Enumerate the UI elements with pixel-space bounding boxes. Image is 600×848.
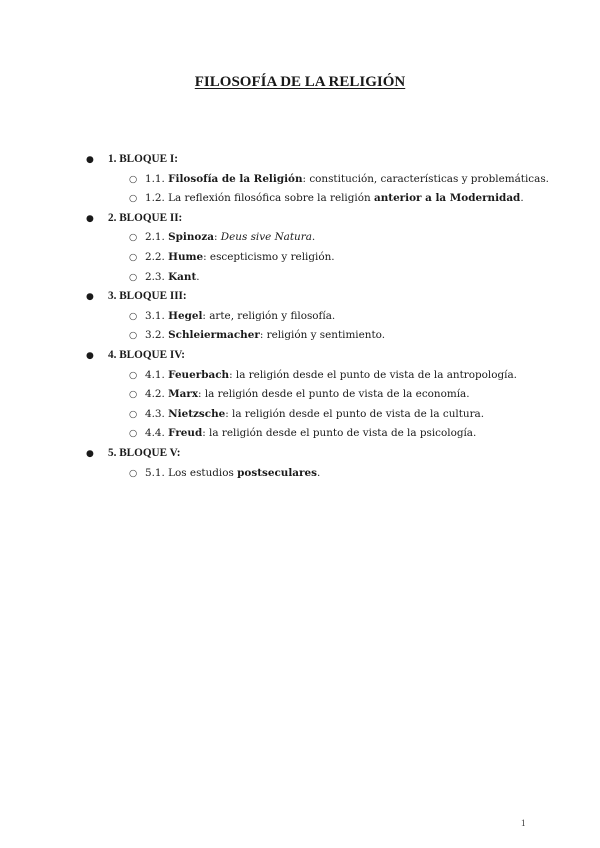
filled-bullet-icon: ●: [86, 155, 94, 165]
hollow-bullet-icon: ○: [129, 389, 138, 401]
hollow-bullet-icon: ○: [129, 173, 138, 185]
hollow-bullet-icon: ○: [129, 369, 138, 381]
block-heading: ● 3. BLOQUE III:: [86, 287, 556, 307]
list-item: ○ 2.3. Kant.: [86, 268, 556, 288]
hollow-bullet-icon: ○: [129, 467, 138, 479]
hollow-bullet-icon: ○: [129, 193, 138, 205]
page-number: 1: [521, 818, 526, 828]
list-item: ○ 1.2. La reflexión filosófica sobre la religión anterior a la Modernidad.: [86, 189, 556, 209]
block-heading: ● 1. BLOQUE I:: [86, 150, 556, 170]
filled-bullet-icon: ●: [86, 292, 94, 303]
list-item: ○ 1.1. Filosofía de la Religión: constitución, características y problemáticas.: [86, 170, 556, 190]
filled-bullet-icon: ●: [86, 448, 94, 459]
hollow-bullet-icon: ○: [129, 251, 138, 263]
hollow-bullet-icon: ○: [129, 271, 138, 283]
hollow-bullet-icon: ○: [129, 232, 138, 244]
filled-bullet-icon: ●: [86, 213, 94, 224]
filled-bullet-icon: ●: [86, 350, 94, 361]
block-heading: ● 4. BLOQUE IV:: [86, 346, 556, 366]
list-item: ○ 4.4. Freud: la religión desde el punto de vista de la psicología.: [86, 424, 556, 444]
hollow-bullet-icon: ○: [129, 330, 138, 342]
hollow-bullet-icon: ○: [129, 310, 138, 322]
hollow-bullet-icon: ○: [129, 408, 138, 420]
list-item: ○ 3.1. Hegel: arte, religión y filosofía.: [86, 307, 556, 327]
outline-list: [86, 150, 556, 483]
hollow-bullet-icon: ○: [129, 428, 138, 440]
list-item: ○ 4.2. Marx: la religión desde el punto de vista de la economía.: [86, 385, 556, 405]
list-item: ○ 4.1. Feuerbach: la religión desde el punto de vista de la antropología.: [86, 366, 556, 386]
list-item: ○ 3.2. Schleiermacher: religión y sentimiento.: [86, 326, 556, 346]
list-item: ○ 4.3. Nietzsche: la religión desde el punto de vista de la cultura.: [86, 405, 556, 425]
block-heading: ● 5. BLOQUE V:: [86, 444, 556, 464]
list-item: ○ 2.2. Hume: escepticismo y religión.: [86, 248, 556, 268]
list-item: ○ 5.1. Los estudios postseculares.: [86, 464, 556, 484]
block-heading: ● 2. BLOQUE II:: [86, 209, 556, 229]
list-item: ○ 2.1. Spinoza: Deus sive Natura.: [86, 228, 556, 248]
document-title: FILOSOFÍA DE LA RELIGIÓN: [194, 74, 406, 90]
